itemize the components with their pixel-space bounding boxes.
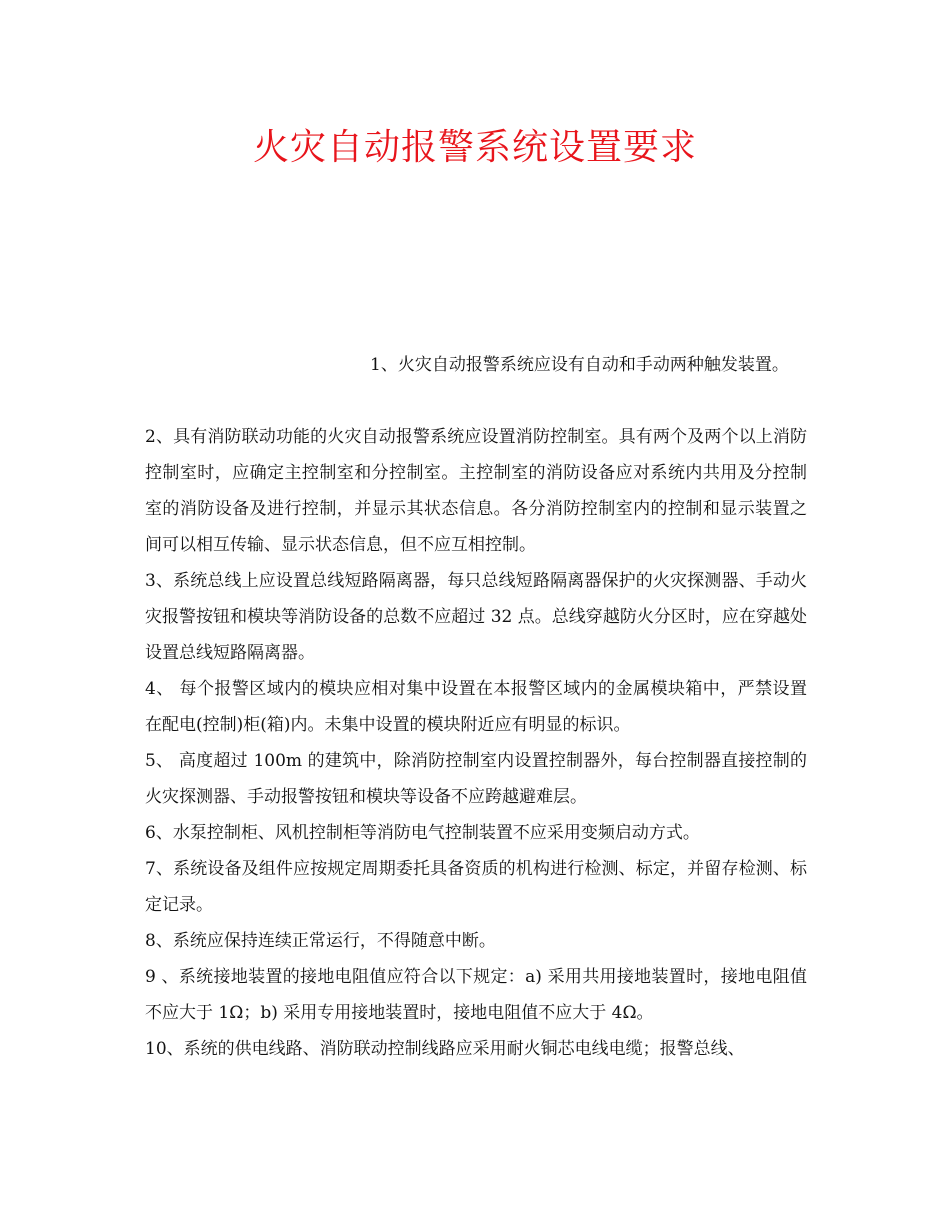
paragraph-4: 4、 每个报警区域内的模块应相对集中设置在本报警区域内的金属模块箱中，严禁设置在配电(控制)柜(箱)内。未集中设置的模块附近应有明显的标识。 bbox=[145, 679, 807, 735]
paragraph-10: 10、系统的供电线路、消防联动控制线路应采用耐火铜芯电线电缆；报警总线、 bbox=[145, 1039, 745, 1059]
paragraph-3: 3、系统总线上应设置总线短路隔离器，每只总线短路隔离器保护的火灾探测器、手动火灾报警按钮和模块等消防设备的总数不应超过 32 点。总线穿越防火分区时，应在穿越处设置总线短路隔离器。 bbox=[145, 571, 807, 663]
paragraph-9: 9 、系统接地装置的接地电阻值应符合以下规定：a) 采用共用接地装置时，接地电阻值不应大于 1Ω；b) 采用专用接地装置时，接地电阻值不应大于 4Ω。 bbox=[145, 967, 807, 1023]
document-body bbox=[145, 347, 807, 1067]
paragraph-spacer bbox=[145, 383, 807, 419]
paragraph-6: 6、水泵控制柜、风机控制柜等消防电气控制装置不应采用变频启动方式。 bbox=[145, 823, 700, 843]
paragraph-8: 8、系统应保持连续正常运行，不得随意中断。 bbox=[145, 931, 496, 951]
page-title: 火灾自动报警系统设置要求 bbox=[252, 127, 697, 168]
paragraph-1: 1、火灾自动报警系统应设有自动和手动两种触发装置。 bbox=[370, 355, 789, 375]
paragraph-2: 2、具有消防联动功能的火灾自动报警系统应设置消防控制室。具有两个及两个以上消防控制室时，应确定主控制室和分控制室。主控制室的消防设备应对系统内共用及分控制室的消防设备及进行控制，并显示其状态信息。各分消防控制室内的控制和显示装置之间可以相互传输、显示状态信息，但不应互相控制。 bbox=[145, 427, 807, 555]
paragraph-5: 5、 高度超过 100m 的建筑中，除消防控制室内设置控制器外，每台控制器直接控制的火灾探测器、手动报警按钮和模块等设备不应跨越避难层。 bbox=[145, 751, 807, 807]
paragraph-7: 7、系统设备及组件应按规定周期委托具备资质的机构进行检测、标定，并留存检测、标定记录。 bbox=[145, 859, 807, 915]
